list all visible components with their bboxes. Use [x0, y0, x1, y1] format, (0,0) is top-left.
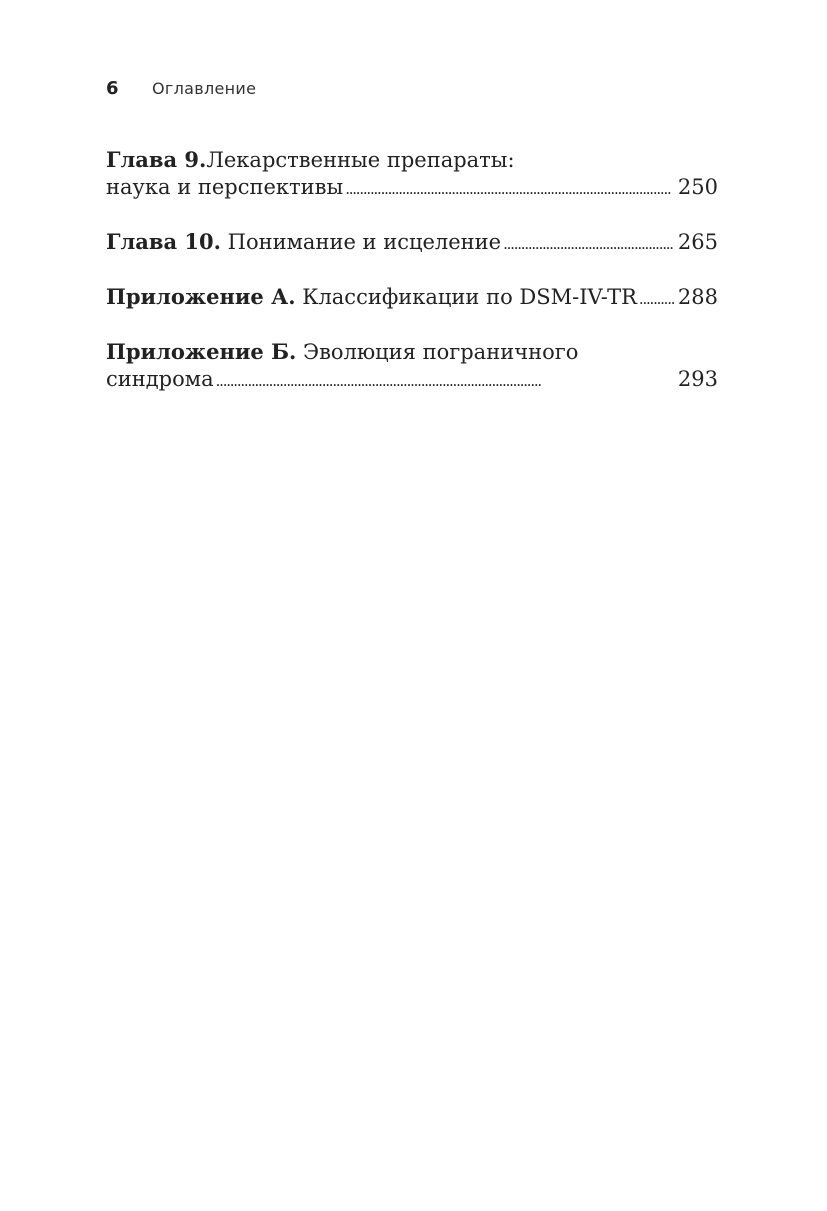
entry-title: Понимание и исцеление: [220, 230, 502, 254]
entry-title-continued: наука и перспективы: [106, 175, 344, 199]
toc-entry-chapter-9[interactable]: [106, 146, 718, 203]
entry-label: Приложение Б.: [106, 339, 297, 364]
toc-entry-line: [106, 174, 718, 203]
entry-page-number: 288: [677, 285, 718, 309]
entry-page-number: 293: [677, 367, 718, 391]
dot-leader: [345, 174, 674, 203]
running-title: Оглавление: [152, 79, 257, 98]
entry-page-number: 250: [677, 175, 718, 199]
toc-entry-chapter-10[interactable]: [106, 228, 718, 258]
toc-entry-appendix-b[interactable]: [106, 338, 718, 395]
page-number: 6: [106, 78, 119, 99]
page-header: [106, 78, 256, 108]
entry-label: Глава 9.: [106, 147, 207, 172]
entry-label: Приложение А.: [106, 284, 296, 309]
toc-entry-line: [106, 283, 718, 313]
toc-entry-line: [106, 338, 718, 366]
entry-page-number: 265: [677, 230, 718, 254]
toc-entry-line: [106, 366, 718, 395]
entry-title: Лекарственные препараты:: [206, 148, 515, 172]
toc-entry-appendix-a[interactable]: [106, 283, 718, 313]
entry-label: Глава 10.: [106, 229, 221, 254]
table-of-contents: [106, 146, 718, 420]
dot-leader: [639, 284, 674, 313]
dot-leader: [503, 229, 674, 258]
toc-entry-line: [106, 146, 718, 174]
entry-title: Эволюция пограничного: [296, 340, 579, 364]
entry-title: Классификации по DSM-IV-TR: [295, 285, 637, 309]
toc-entry-line: [106, 228, 718, 258]
dot-leader: [216, 366, 674, 395]
entry-title-continued: синдрома: [106, 367, 214, 391]
